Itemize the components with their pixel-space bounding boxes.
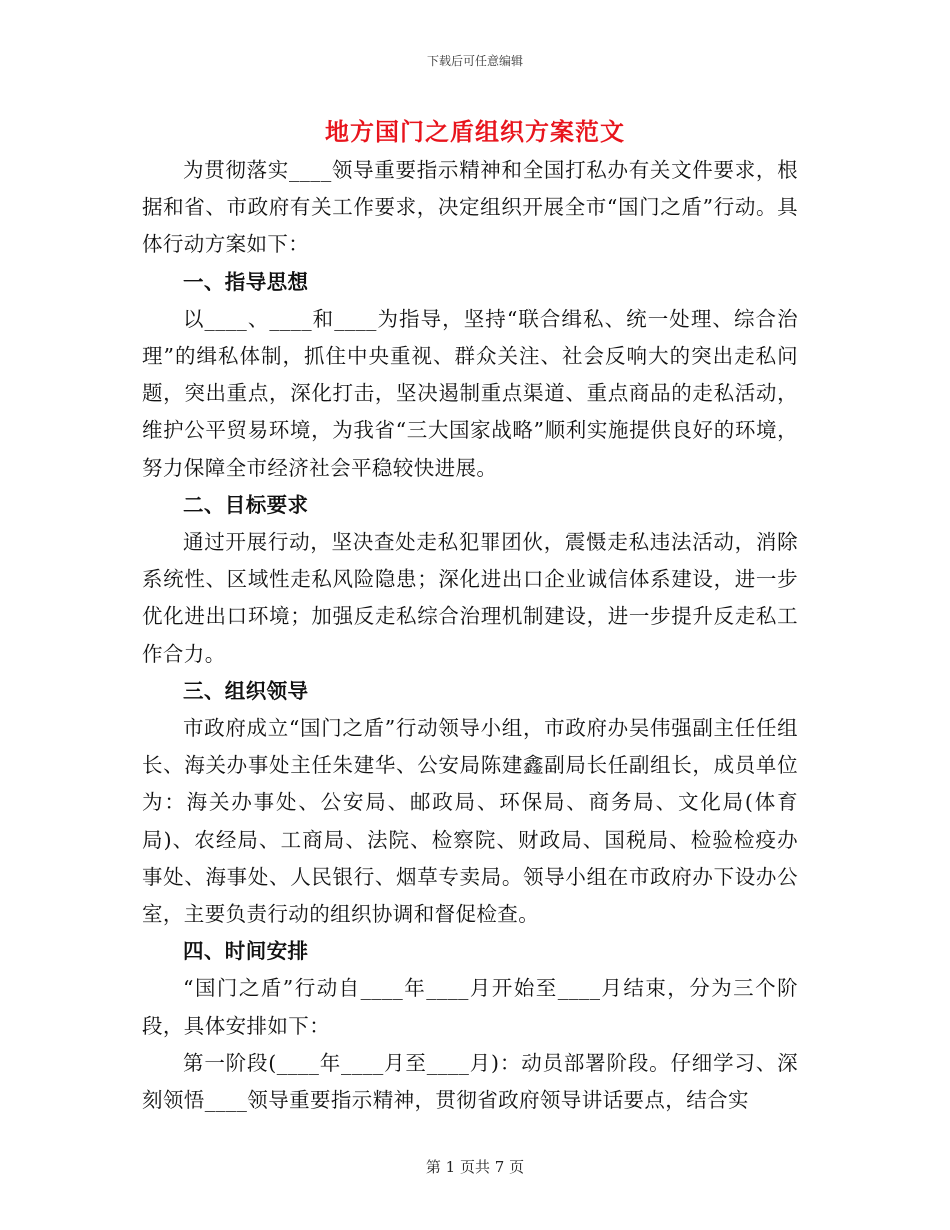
document-body (142, 152, 798, 1119)
section-heading-organization: 三、组织领导 (183, 678, 309, 703)
page-number: 第 1 页共 7 页 (425, 1158, 525, 1176)
section-heading-schedule: 四、时间安排 (183, 939, 309, 964)
section-paragraph: “国门之盾”行动自____年____月开始至____月结束，分为三个阶段，具体安排如下： (142, 976, 798, 1038)
section-paragraph: 以____、____和____为指导，坚持“联合缉私、统一处理、综合治理”的缉私体制，抓住中央重视、群众关注、社会反响大的突出走私问题，突出重点，深化打击，坚决遏制重点渠道、重点商品的走私活动，维护公平贸易环境，为我省“三大国家战略”顺利实施提供良好的环境，努力保障全市经济社会平稳较快进展。 (142, 306, 798, 480)
section-heading-objectives: 二、目标要求 (183, 492, 309, 517)
intro-paragraph: 为贯彻落实____领导重要指示精神和全国打私办有关文件要求，根据和省、市政府有关工作要求，决定组织开展全市“国门之盾”行动。具体行动方案如下： (142, 158, 798, 257)
section-heading-guiding-ideology: 一、指导思想 (183, 269, 309, 294)
section-paragraph: 第一阶段(____年____月至____月)：动员部署阶段。仔细学习、深刻领悟____领导重要指示精神，贯彻省政府领导讲话要点，结合实 (142, 1050, 798, 1113)
header-note: 下载后可任意编辑 (426, 54, 523, 68)
section-paragraph: 通过开展行动，坚决查处走私犯罪团伙，震慑走私违法活动，消除系统性、区域性走私风险隐患；深化进出口企业诚信体系建设，进一步优化进出口环境；加强反走私综合治理机制建设，进一步提升反走私工作合力。 (142, 530, 798, 666)
section-paragraph: 市政府成立“国门之盾”行动领导小组，市政府办吴伟强副主任任组长、海关办事处主任朱建华、公安局陈建鑫副局长任副组长，成员单位为：海关办事处、公安局、邮政局、环保局、商务局、文化局(体育局)、农经局、工商局、法院、检察院、财政局、国税局、检验检疫办事处、海事处、人民银行、烟草专卖局。领导小组在市政府办下设办公室，主要负责行动的组织协调和督促检查。 (142, 716, 798, 927)
document-title: 地方国门之盾组织方案范文 (325, 117, 625, 146)
